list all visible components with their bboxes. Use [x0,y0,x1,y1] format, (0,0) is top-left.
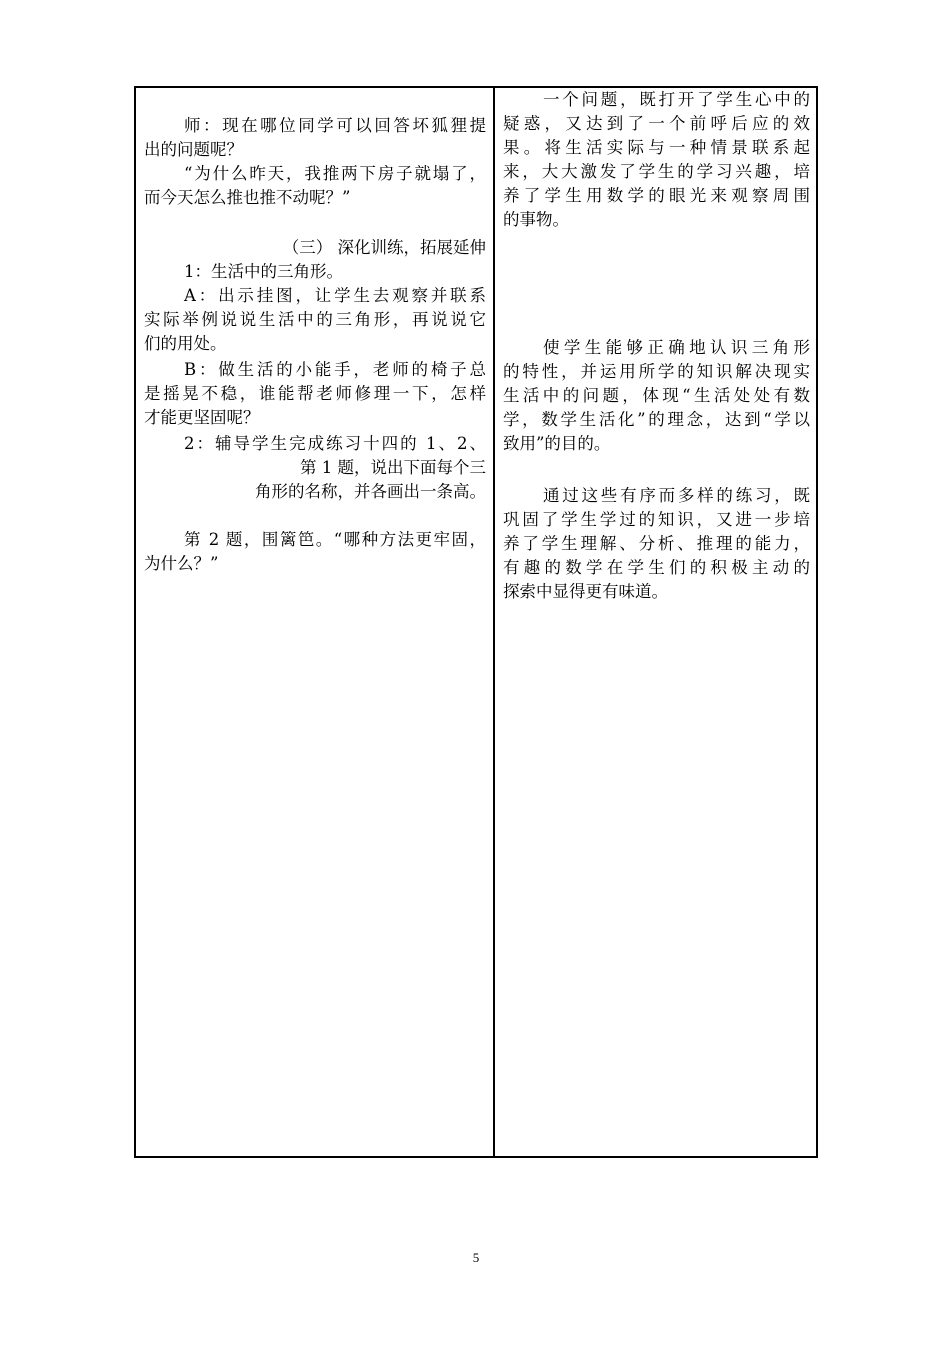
fox-quote-line-1: “为什么昨天，我推两下房子就塌了， [184,164,486,183]
fox-quote-line-2: 而今天怎么推也推不动呢？” [144,188,351,207]
intent-1-line-2: 疑惑，又达到了一个前呼后应的效 [503,114,810,133]
item-b-line-1: B：做生活的小能手，老师的椅子总 [184,360,486,379]
intent-3-line-4: 有趣的数学在学生们的积极主动的 [503,558,810,577]
item-a-line-3: 们的用处。 [144,334,227,353]
intent-1-line-4: 来，大大激发了学生的学习兴趣，培 [503,162,810,181]
intent-3-line-1: 通过这些有序而多样的练习，既 [543,486,810,505]
intent-3-line-2: 巩固了学生学过的知识，又进一步培 [503,510,810,529]
item-2-line-3: 角形的名称，并各画出一条高。 [255,482,486,501]
intent-2-line-4: 学，数学生活化”的理念，达到“学以 [503,410,810,429]
intent-1-line-1: 一个问题，既打开了学生心中的 [543,90,810,109]
item-b-line-3: 才能更坚固呢？ [144,408,260,427]
item-a-line-2: 实际举例说说生活中的三角形，再说说它 [144,310,486,329]
item-2-line-2: 第 1 题，说出下面每个三 [300,458,486,477]
lesson-plan-table [134,86,818,1158]
item-2-line-1: 2：辅导学生完成练习十四的 1、2、 [184,434,486,453]
section-heading: （三） 深化训练，拓展延伸 [282,238,486,257]
intent-1-line-6: 的事物。 [503,210,569,229]
item-1-heading: 1：生活中的三角形。 [184,262,343,281]
item-b-line-2: 是摇晃不稳，谁能帮老师修理一下，怎样 [144,384,486,403]
intent-3-line-5: 探索中显得更有味道。 [503,582,668,601]
teacher-question-line-2: 出的问题呢？ [144,140,243,159]
teacher-question-line-1: 师：现在哪位同学可以回答坏狐狸提 [184,116,486,135]
intent-1-line-5: 养了学生用数学的眼光来观察周围 [503,186,810,205]
intent-1-line-3: 果。将生活实际与一种情景联系起 [503,138,810,157]
intent-2-line-1: 使学生能够正确地认识三角形 [543,338,810,357]
item-a-line-1: A：出示挂图，让学生去观察并联系 [184,286,486,305]
intent-2-line-2: 的特性，并运用所学的知识解决现实 [503,362,810,381]
question-2-line-2: 为什么？” [144,554,219,573]
page-number: 5 [472,1250,480,1265]
intent-2-line-3: 生活中的问题，体现“生活处处有数 [503,386,810,405]
intent-3-line-3: 养了学生理解、分析、推理的能力， [503,534,810,553]
column-divider [493,88,495,1156]
intent-2-line-5: 致用”的目的。 [503,434,611,453]
question-2-line-1: 第 2 题，围篱笆。“哪种方法更牢固， [184,530,486,549]
